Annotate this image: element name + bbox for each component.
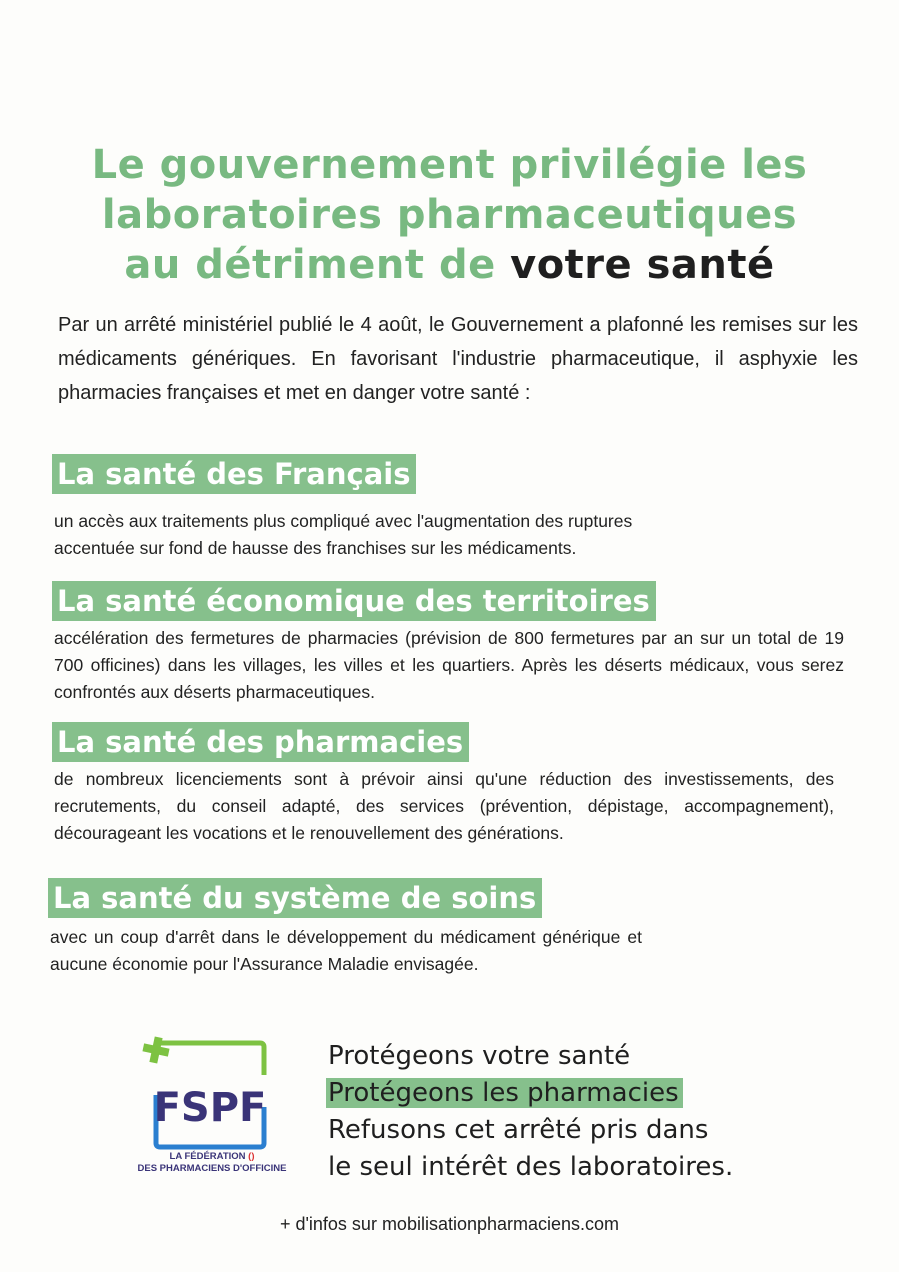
- section-text: de nombreux licenciements sont à prévoir ainsi qu'une réduction des investissements, des recrutements, du conseil adapté, des services (prévention, dépistage, accompagnement), décourageant les vocations et le renouvellement des générations.: [54, 769, 834, 843]
- headline-line-3-green: au détriment de: [124, 242, 511, 288]
- section-text: avec un coup d'arrêt dans le développement du médicament générique et aucune économie pour l'Assurance Maladie envisagée.: [50, 927, 642, 974]
- slogan-line-4: le seul intérêt des laboratoires.: [328, 1152, 734, 1182]
- section-sante-pharmacies: [52, 722, 852, 847]
- logo-caption-line-1: LA FÉDÉRATION: [169, 1151, 246, 1162]
- section-title: La santé du système de soins: [48, 878, 542, 918]
- headline-line-3: [40, 240, 859, 290]
- section-title: La santé économique des territoires: [52, 581, 656, 621]
- intro-paragraph: Par un arrêté ministériel publié le 4 août, le Gouvernement a plafonné les remises sur les médicaments génériques. En favorisant l'industrie pharmaceutique, il asphyxie les pharmacies françaises et met en danger votre santé :: [58, 314, 858, 404]
- fspf-logo: [132, 1035, 292, 1185]
- slogan-line-3: Refusons cet arrêté pris dans: [328, 1115, 709, 1145]
- slogan: [328, 1038, 828, 1186]
- headline-line-2: laboratoires pharmaceutiques: [101, 192, 798, 238]
- section-title: La santé des Français: [52, 454, 416, 494]
- headline-line-1: Le gouvernement privilégie les: [91, 142, 808, 188]
- section-text: accélération des fermetures de pharmacies (prévision de 800 fermetures par an sur un total de 19 700 officines) dans les villages, les villes et les quartiers. Après les déserts médicaux, vous serez confrontés aux déserts pharmaceutiques.: [54, 628, 844, 702]
- headline: [40, 140, 859, 290]
- section-title: La santé des pharmacies: [52, 722, 469, 762]
- french-flag-icon: (): [248, 1151, 255, 1162]
- section-sante-systeme-soins: [48, 878, 848, 978]
- section-text: un accès aux traitements plus compliqué avec l'augmentation des ruptures accentuée sur fond de hausse des franchises sur les médicaments.: [54, 511, 633, 558]
- footer-link[interactable]: + d'infos sur mobilisationpharmaciens.com: [279, 1214, 620, 1234]
- headline-emphasis: votre santé: [510, 242, 775, 288]
- fspf-logo-mark: [132, 1035, 292, 1151]
- slogan-line-1: Protégeons votre santé: [328, 1041, 631, 1071]
- logo-caption: [132, 1151, 292, 1175]
- logo-caption-line-2: DES PHARMACIENS D'OFFICINE: [137, 1163, 287, 1174]
- logo-wordmark: FSPF: [153, 1085, 267, 1131]
- section-sante-francais: [52, 454, 852, 562]
- section-sante-economique: [52, 581, 852, 706]
- slogan-line-2: Protégeons les pharmacies: [326, 1078, 683, 1108]
